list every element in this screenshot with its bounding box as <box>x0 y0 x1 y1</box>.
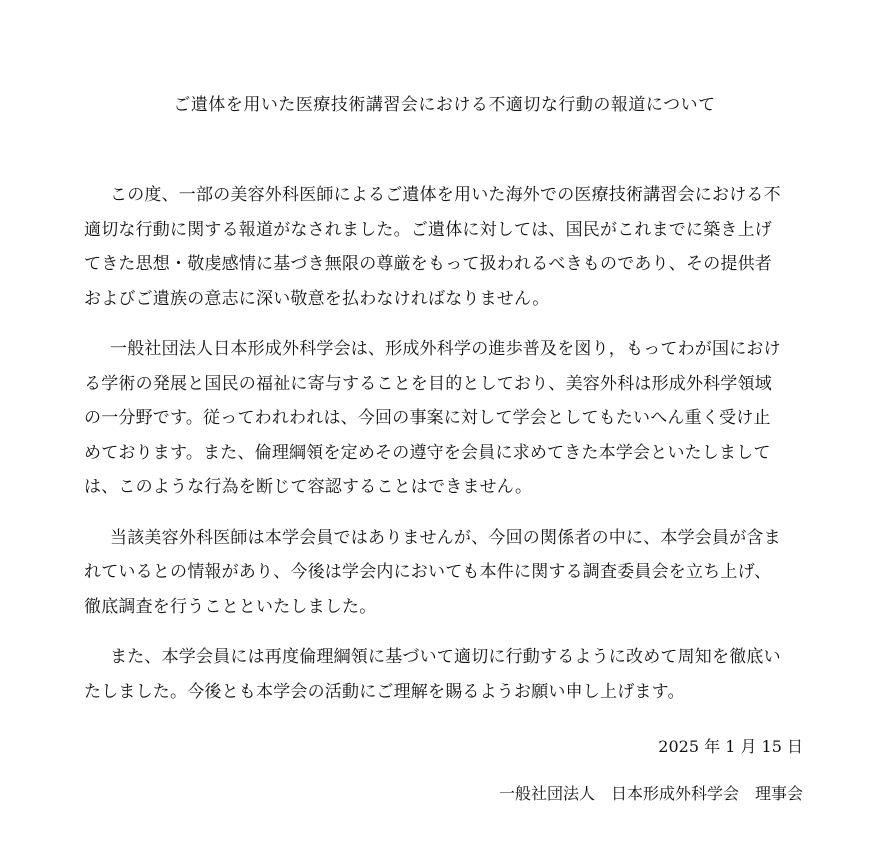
paragraph-line: てきた思想・敬虔感情に基づき無限の尊厳をもって扱われるべきものであり、その提供者 <box>84 254 772 274</box>
paragraph-line: およびご遺族の意志に深い敬意を払わなければなりません。 <box>84 288 550 309</box>
paragraph-line: る学術の発展と国民の福祉に寄与することを目的としており、美容外科は形成外科学領域 <box>84 373 772 394</box>
paragraph-line: また、本学会員には再度倫理綱領に基づいて適切に行動するように改めて周知を徹底い <box>110 647 781 667</box>
paragraph-2 <box>84 332 814 505</box>
paragraph-4 <box>84 640 814 709</box>
paragraph-line: この度、一部の美容外科医師によるご遺体を用いた海外での医療技術講習会における不 <box>110 185 781 205</box>
paragraph-line: 適切な行動に関する報道がなされました。ご遺体に対しては、国民がこれまでに築き上げ <box>84 219 772 240</box>
paragraph-line: 当該美容外科医師は本学会員ではありませんが、今回の関係者の中に、本学会員が含ま <box>110 527 781 548</box>
document-date: 2025 年 1 月 15 日 <box>658 737 803 756</box>
paragraph-line: たしました。今後とも本学会の活動にご理解を賜るようお願い申し上げます。 <box>84 681 685 702</box>
paragraph-3 <box>84 521 814 625</box>
paragraph-line: れているとの情報があり、今後は学会内においても本件に関する調査委員会を立ち上げ、 <box>84 562 772 582</box>
paragraph-1 <box>84 178 814 316</box>
document-body <box>84 178 814 725</box>
paragraph-line: の一分野です。従ってわれわれは、今回の事案に対して学会としてもたいへん重く受け止 <box>84 408 771 428</box>
paragraph-line: めております。また、倫理綱領を定めその遵守を会員に求めてきた本学会といたしまして <box>84 442 771 463</box>
document-title: ご遺体を用いた医療技術講習会における不適切な行動の報道について <box>173 95 716 115</box>
paragraph-line: 徹底調査を行うことといたしました。 <box>84 596 377 617</box>
paragraph-line: は、このような行為を断じて容認することはできません。 <box>84 477 533 497</box>
document-signature: 一般社団法人 日本形成外科学会 理事会 <box>498 784 803 803</box>
paragraph-line: 一般社団法人日本形成外科学会は、形成外科学の進歩普及を図り，もってわが国におけ <box>110 339 781 359</box>
